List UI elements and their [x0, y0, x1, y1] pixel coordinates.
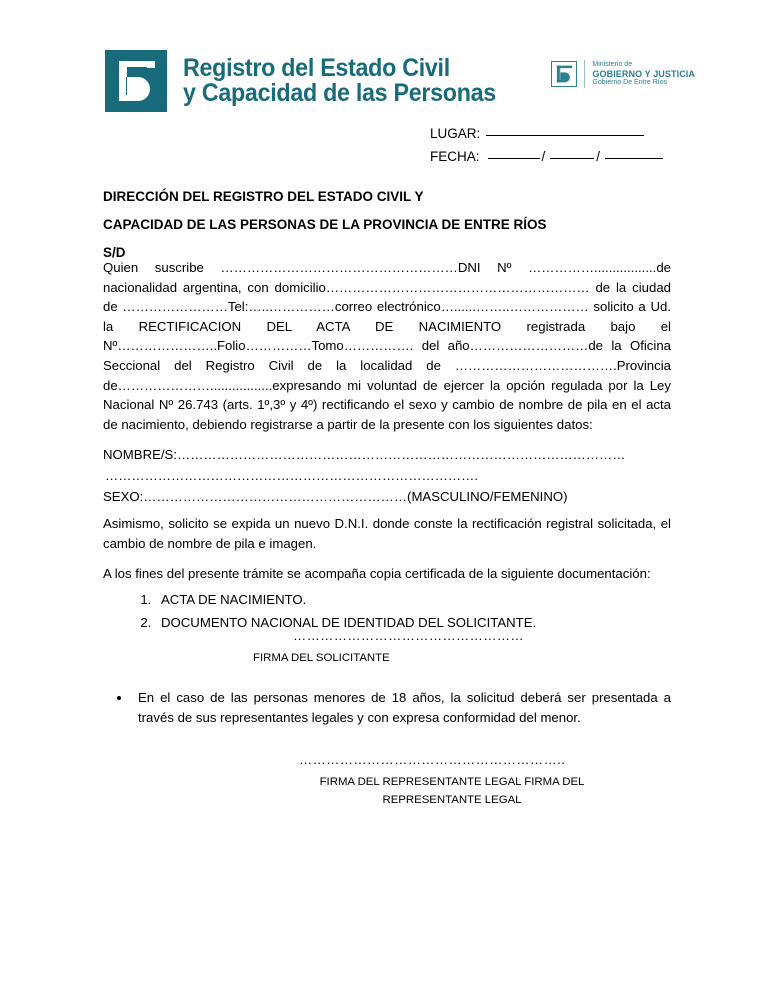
- fecha-label: FECHA:: [430, 149, 480, 164]
- brand-title-line1: Registro del Estado Civil: [183, 54, 450, 82]
- nombres-field-line-1[interactable]: NOMBRE/S:…………………………………………………………………………………………: [103, 447, 626, 463]
- body-paragraph-2: Asimismo, solicito se expida un nuevo D.N.I. donde conste la rectificación registral solicitada, el cambio de nombre de pila e imagen.: [103, 516, 671, 551]
- body-paragraph-3: A los fines del presente trámite se acompaña copia certificada de la siguiente documentación:: [103, 565, 651, 581]
- registro-brand-title: [183, 56, 496, 106]
- registro-brand: [105, 50, 520, 112]
- fecha-separator-2: /: [596, 149, 601, 164]
- brand-title-line2: y Capacidad de las Personas: [183, 79, 496, 107]
- ministry-line1: Ministerio de: [592, 61, 633, 69]
- spacer: [103, 507, 671, 514]
- place-date-block: [430, 122, 663, 168]
- lugar-input[interactable]: [486, 135, 644, 136]
- list-item: • En el caso de las personas menores de 18 años, la solicitud deberá ser presentada a través de sus representantes legales y con expresa conformidad del menor.: [132, 688, 671, 727]
- signature-label-solicitante: FIRMA DEL SOLICITANTE: [253, 652, 390, 664]
- sexo-field-line[interactable]: SEXO:……………………………………………………(MASCULINO/FEMENINO): [103, 489, 568, 505]
- body-paragraph-1: Quien suscribe ………………………………………………DNI Nº …………….................de nacionalidad argentina, con domicilio…………………………………………………… de la ciudad de ……………………Tel:…..……………correo electrónico…......……..……………… solicito a Ud. la RECTIFICACION DEL ACTA DE NACIMIENTO registrada bajo el Nº…………………..Folio……………Tomo……………. del año………………………de la Oficina Seccional del Registro Civil de la localidad de ……………………………….Provincia de………………….................expresando mi voluntad de ejercer la opción regulada por la Ley Nacional Nº 26.743 (arts. 1º,3º y 4º) rectificando el sexo y cambio de nombre de pila en el acta de nacimiento, debiendo registrarse a partir de la presente con los siguientes datos:: [103, 260, 671, 432]
- signature-block-representante: [103, 752, 671, 809]
- ministry-line2: GOBIERNO Y JUSTICIA: [592, 68, 695, 79]
- signature-label-representante-line2: REPRESENTANTE LEGAL: [382, 794, 522, 806]
- signature-line-representante[interactable]: …………………………………………………..: [299, 752, 566, 767]
- registro-monogram-icon: [105, 50, 167, 112]
- addressee-line3: S/D: [103, 245, 126, 260]
- document-body: [103, 258, 671, 635]
- nombres-field-line-2[interactable]: ………………………………………………………………………….: [105, 468, 478, 484]
- requested-data-fields: [103, 444, 671, 507]
- notes-list: [103, 688, 671, 727]
- addressee-block: [103, 183, 683, 267]
- signature-line-solicitante[interactable]: ……………………………………………: [293, 628, 524, 643]
- list-item: 2. DOCUMENTO NACIONAL DE IDENTIDAD DEL SOLICITANTE.: [155, 612, 671, 634]
- notes-block: [103, 688, 671, 727]
- ministry-brand: [551, 60, 695, 88]
- list-item: 1. ACTA DE NACIMIENTO.: [155, 589, 671, 611]
- ministerio-monogram-icon: [551, 61, 577, 87]
- fecha-separator-1: /: [541, 149, 546, 164]
- lugar-row: [430, 122, 663, 145]
- addressee-line2: CAPACIDAD DE LAS PERSONAS DE LA PROVINCIA DE ENTRE RÍOS: [103, 217, 547, 232]
- signature-block-solicitante: [103, 628, 671, 667]
- signature-label-representante: [103, 773, 671, 809]
- fecha-year-input[interactable]: [605, 158, 663, 159]
- ministry-text: [592, 61, 695, 87]
- ministry-divider: [584, 60, 585, 88]
- lugar-label: LUGAR:: [430, 126, 481, 141]
- fecha-day-input[interactable]: [488, 158, 540, 159]
- ministry-line3: Gobierno De Entre Ríos: [592, 79, 668, 87]
- fecha-row: [430, 145, 663, 168]
- fecha-month-input[interactable]: [550, 158, 594, 159]
- letterhead: [105, 50, 695, 120]
- addressee-line1: DIRECCIÓN DEL REGISTRO DEL ESTADO CIVIL Y: [103, 189, 424, 204]
- signature-label-representante-line1: FIRMA DEL REPRESENTANTE LEGAL FIRMA DEL: [319, 776, 585, 788]
